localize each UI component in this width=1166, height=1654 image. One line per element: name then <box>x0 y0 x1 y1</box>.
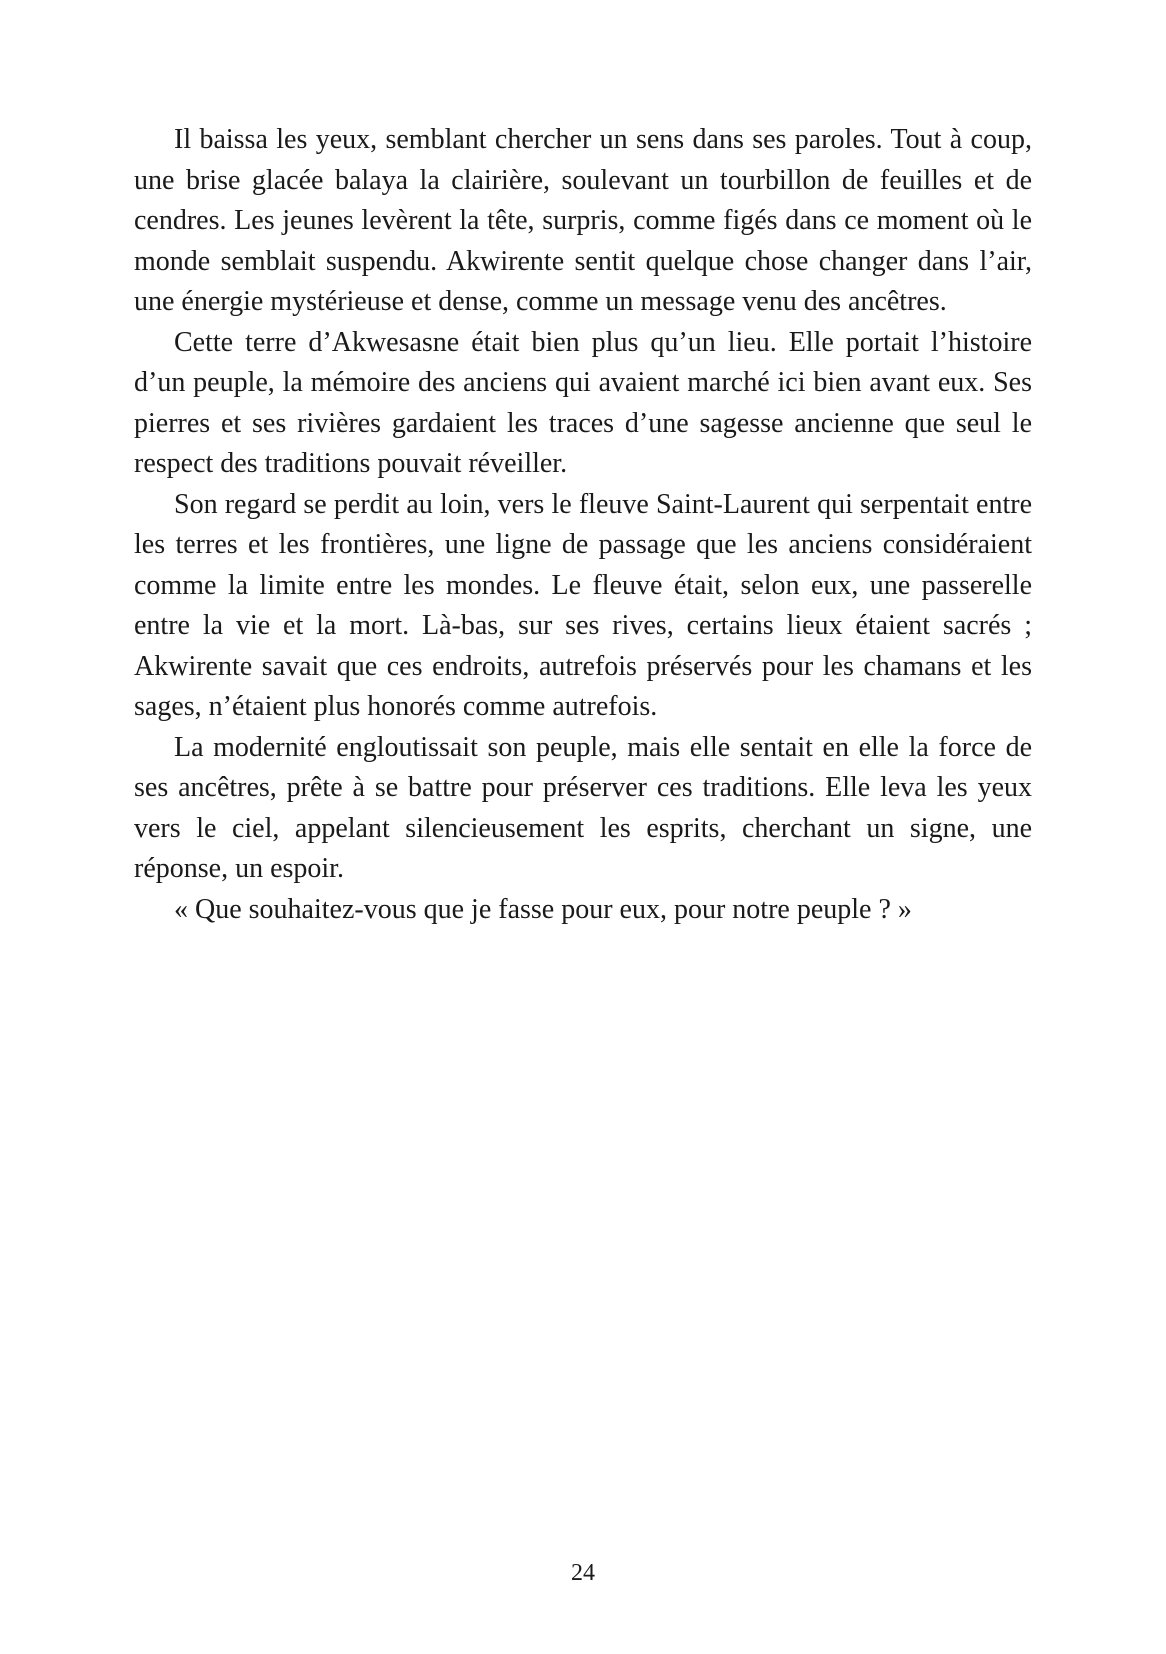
paragraph: La modernité engloutissait son peuple, mais elle sentait en elle la force de ses ancêtres, prête à se battre pour préserver ces traditions. Elle leva les yeux vers le ciel, appelant silencieusement les esprits, cherchant un signe, une réponse, un espoir. <box>134 731 1032 884</box>
page-number: 24 <box>571 1560 595 1586</box>
paragraph: Il baissa les yeux, semblant chercher un sens dans ses paroles. Tout à coup, une brise glacée balaya la clairière, soulevant un tourbillon de feuilles et de cendres. Les jeunes levèrent la tête, surpris, comme figés dans ce moment où le monde semblait suspendu. Akwirente sentit quelque chose changer dans l’air, une énergie mystérieuse et dense, comme un message venu des ancêtres. <box>134 124 1032 317</box>
paragraph: Son regard se perdit au loin, vers le fleuve Saint-Laurent qui serpentait entre les terres et les frontières, une ligne de passage que les anciens considéraient comme la limite entre les mondes. Le fleuve était, selon eux, une passerelle entre la vie et la mort. Là-bas, sur ses rives, certains lieux étaient sacrés ; Akwirente savait que ces endroits, autrefois préservés pour les chamans et les sages, n’étaient plus honorés comme autrefois. <box>134 488 1032 722</box>
paragraph: Cette terre d’Akwesasne était bien plus qu’un lieu. Elle portait l’histoire d’un peuple, la mémoire des anciens qui avaient marché ici bien avant eux. Ses pierres et ses rivières gardaient les traces d’une sagesse ancienne que seul le respect des traditions pouvait réveiller. <box>134 326 1032 479</box>
dialogue-line: « Que souhaitez-vous que je fasse pour eux, pour notre peuple ? » <box>174 893 912 925</box>
body-text <box>134 120 1032 930</box>
